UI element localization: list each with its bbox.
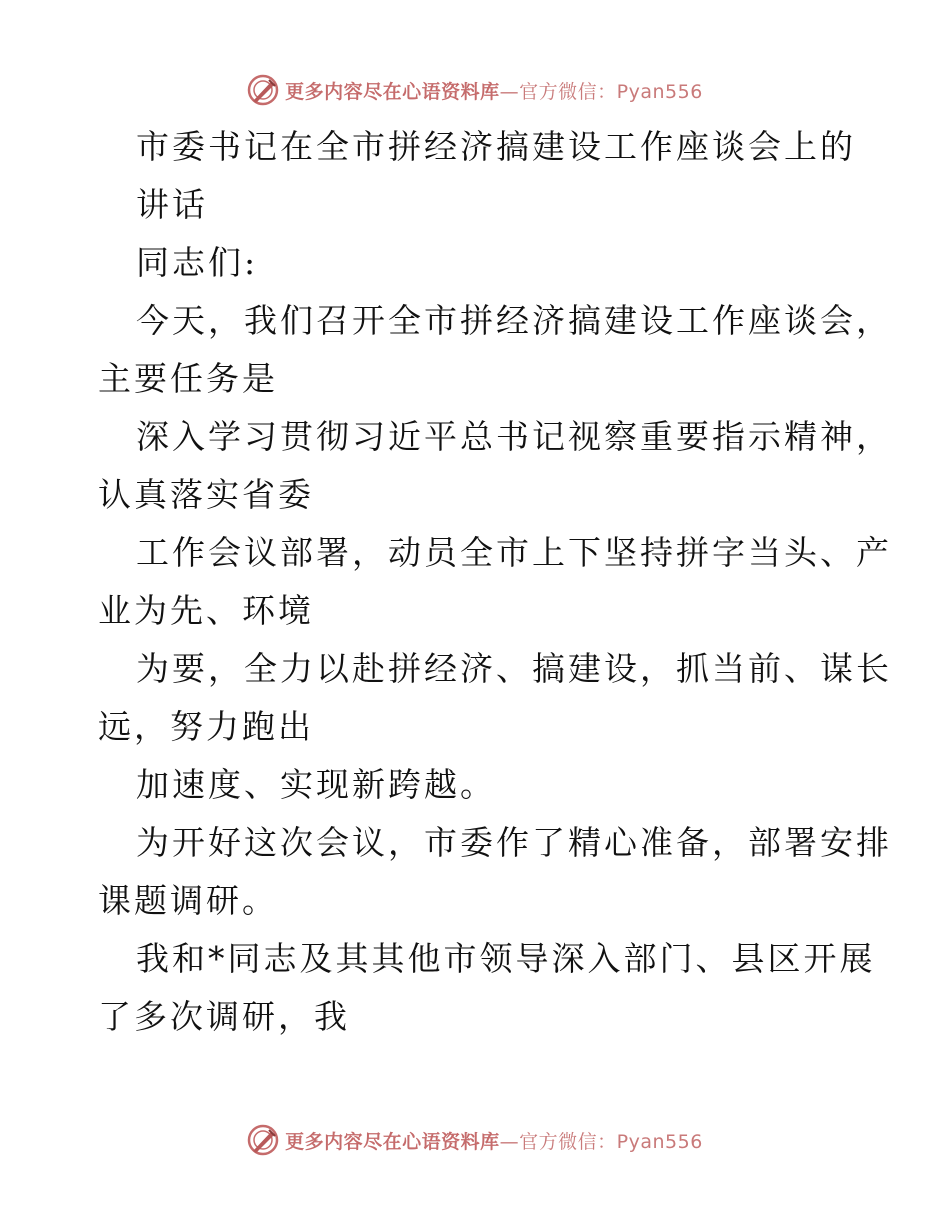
quill-logo-icon (247, 74, 279, 106)
paragraph-line: 业为先、环境 (98, 591, 314, 630)
document-title-line-2: 讲话 (136, 185, 208, 224)
header-contact: 官方微信：Pyan556 (519, 80, 703, 103)
paragraph-line: 认真落实省委 (98, 475, 314, 514)
paragraph-line: 今天，我们召开全市拼经济搞建设工作座谈会， (136, 301, 892, 340)
paragraph-line: 加速度、实现新跨越。 (136, 765, 496, 804)
header-dash: — (499, 80, 520, 103)
paragraph-line: 主要任务是 (98, 359, 278, 398)
paragraph-line: 了多次调研，我 (98, 997, 350, 1036)
paragraph-line: 为要，全力以赴拼经济、搞建设，抓当前、谋长 (136, 649, 892, 688)
footer-dash: — (499, 1130, 520, 1153)
header-banner (0, 70, 950, 110)
footer-banner-inner (247, 1124, 703, 1156)
header-banner-inner (247, 74, 703, 106)
footer-banner (0, 1120, 950, 1160)
quill-logo-icon (247, 1124, 279, 1156)
document-body (98, 118, 892, 1046)
header-banner-text (285, 77, 703, 104)
paragraph-line: 为开好这次会议，市委作了精心准备，部署安排 (136, 823, 892, 862)
footer-banner-text (285, 1127, 703, 1154)
footer-brand: 更多内容尽在心语资料库 (285, 1130, 500, 1153)
footer-contact: 官方微信：Pyan556 (519, 1130, 703, 1153)
paragraph-line: 工作会议部署，动员全市上下坚持拼字当头、产 (136, 533, 892, 572)
paragraph-line: 深入学习贯彻习近平总书记视察重要指示精神， (136, 417, 892, 456)
paragraph-line: 远，努力跑出 (98, 707, 314, 746)
salutation: 同志们: (136, 243, 259, 282)
document-title-line-1: 市委书记在全市拼经济搞建设工作座谈会上的 (136, 127, 856, 166)
header-brand: 更多内容尽在心语资料库 (285, 80, 500, 103)
paragraph-line: 我和*同志及其其他市领导深入部门、县区开展 (136, 939, 876, 978)
paragraph-line: 课题调研。 (98, 881, 278, 920)
